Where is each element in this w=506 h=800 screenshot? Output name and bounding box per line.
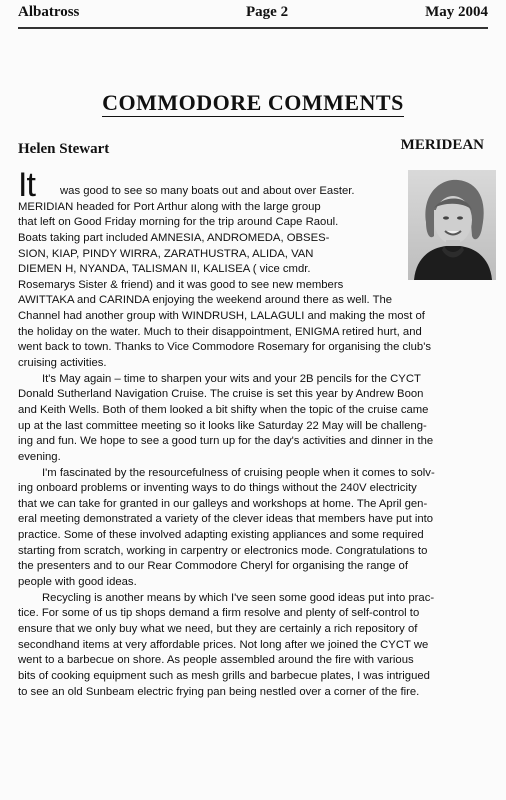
- article-line: MERIDIAN headed for Port Arthur along with the large group: [18, 200, 321, 213]
- article-line: the presenters and to our Rear Commodore Cheryl for organising the range of: [18, 560, 408, 573]
- issue-date: May 2004: [425, 4, 488, 20]
- article-line: that left on Good Friday morning for the trip around Cape Raoul.: [18, 216, 339, 229]
- header-divider: [18, 27, 488, 29]
- article-line: It's May again – time to sharpen your wits and your 2B pencils for the CYCT: [42, 372, 421, 385]
- page-header: [18, 4, 488, 26]
- article-body: [18, 166, 496, 700]
- article-line: starting from scratch, working in carpentry or electronics mode. Congratulations to: [18, 544, 428, 557]
- article-line: AWITTAKA and CARINDA enjoying the weekend around there as well. The: [18, 294, 393, 307]
- page-number: Page 2: [246, 4, 289, 20]
- section-title: [0, 90, 506, 116]
- article-line: and Keith Wells. Both of them looked a bit shifty when the topic of the cruise came: [18, 403, 429, 416]
- article-line: went back to town. Thanks to Vice Commodore Rosemary for organising the club's: [18, 341, 432, 354]
- publication-name: Albatross: [18, 4, 80, 20]
- article-line: went to a barbecue on shore. As people assembled around the fire with various: [18, 654, 414, 667]
- article-line: evening.: [18, 450, 61, 463]
- article-line: the holiday on the water. Much to their disappointment, ENIGMA retired hurt, and: [18, 325, 422, 338]
- article-line: practice. Some of these involved adapting existing appliances and some required: [18, 529, 424, 542]
- drop-cap: It: [18, 166, 35, 204]
- article-line: I'm fascinated by the resourcefulness of cruising people when it comes to solv-: [42, 466, 435, 479]
- article-line: people with good ideas.: [18, 576, 137, 589]
- article-line: Recycling is another means by which I've seen some good ideas put into prac-: [42, 591, 435, 604]
- article-line: Rosemarys Sister & friend) and it was good to see new members: [18, 278, 344, 291]
- article-line: ing onboard problems or inventing ways to do things without the 240V electricity: [18, 482, 417, 495]
- vessel-name: MERIDEAN: [400, 137, 484, 153]
- article-line: eral meeting demonstrated a variety of the clever ideas that members have put into: [18, 513, 434, 526]
- section-title-text: COMMODORE COMMENTS: [102, 90, 404, 115]
- article-line: Donald Sutherland Navigation Cruise. The cruise is set this year by Andrew Boon: [18, 388, 424, 401]
- article-line: bits of cooking equipment such as mesh grills and barbecue plates, I was intrigued: [18, 669, 430, 682]
- article-line: ing and fun. We hope to see a good turn up for the day's activities and dinner in the: [18, 435, 434, 448]
- article-line: SION, KIAP, PINDY WIRRA, ZARATHUSTRA, ALIDA, VAN: [18, 247, 314, 260]
- article-line: that we can take for granted in our galleys and workshops at home. The April gen-: [18, 497, 428, 510]
- article-line: secondhand items at very affordable prices. Not long after we joined the CYCT we: [18, 638, 429, 651]
- article-line: up at the last committee meeting so it looks like Saturday 22 May will be challeng-: [18, 419, 427, 432]
- article-line: to see an old Sunbeam electric frying pan being nestled over a corner of the fire.: [18, 685, 420, 698]
- article-line: was good to see so many boats out and about over Easter.: [60, 185, 355, 197]
- article-line: Boats taking part included AMNESIA, ANDROMEDA, OBSES-: [18, 231, 330, 244]
- article-line: cruising activities.: [18, 357, 107, 370]
- article-line: tice. For some of us tip shops demand a firm resolve and plenty of self-control to: [18, 607, 420, 620]
- author-name: Helen Stewart: [18, 141, 110, 157]
- article-line: ensure that we only buy what we need, but they are certainly a rich repository of: [18, 622, 418, 635]
- article-line: DIEMEN H, NYANDA, TALISMAN II, KALISEA ( vice cmdr.: [18, 263, 311, 276]
- article-line: Channel had another group with WINDRUSH, LALAGULI and making the most of: [18, 310, 425, 323]
